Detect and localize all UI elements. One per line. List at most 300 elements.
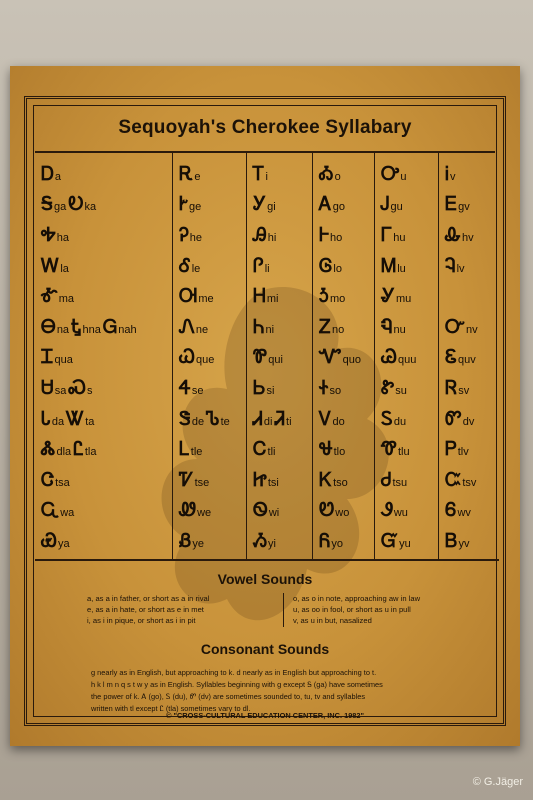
syllable [102,315,137,338]
syllable [41,501,74,520]
syllable-cell [179,251,246,282]
cherokee-glyph: Ꮮ [179,438,190,461]
transliteration: na [56,323,70,336]
cherokee-glyph: Ꮚ [381,346,397,369]
syllable [253,287,278,306]
syllable [253,407,273,430]
transliteration: quo [342,354,362,367]
cherokee-glyph: Ꮖ [41,346,54,369]
transliteration: le [191,262,201,275]
cherokee-glyph: Ꮵ [253,468,267,491]
syllable-cell [41,190,172,221]
transliteration: de [191,415,205,428]
transliteration: quv [458,354,476,367]
cherokee-glyph: Ꭿ [253,223,267,246]
cherokee-glyph: Ꮩ [319,407,332,430]
cherokee-glyph: Ᏺ [319,529,331,552]
syllable [381,162,407,185]
cherokee-glyph: Ꮱ [381,438,397,461]
cherokee-glyph: Ꮘ [253,346,268,369]
syllable-cell [381,312,438,343]
transliteration: wi [268,507,280,520]
syllable [41,223,69,246]
transliteration: nah [118,323,137,336]
syllable-cell [253,404,312,435]
syllable [445,315,478,338]
syllable-cell [253,373,312,404]
syllable-cell [319,343,374,374]
syllable-cell [179,312,246,343]
transliteration: wv [457,507,471,520]
transliteration: a [54,170,62,183]
cherokee-glyph: Ꮈ [445,254,456,277]
syllable [445,162,456,185]
cherokee-glyph: Ᏸ [179,529,192,552]
poster-title: Sequoyah's Cherokee Syllabary [118,117,412,138]
cherokee-glyph: Ꭱ [179,162,194,185]
syllable [73,440,96,459]
cherokee-glyph: Ꮐ [102,315,118,338]
syllable-cell [381,281,438,312]
transliteration: ge [189,201,202,214]
transliteration: ma [58,293,75,306]
cherokee-glyph: Ꮾ [445,499,457,522]
cherokee-glyph: Ꮷ [381,468,392,491]
syllable [179,348,214,367]
consonant-sounds-text [91,667,451,715]
syllable [319,348,361,367]
syllable [41,254,69,277]
transliteration: tli [267,446,276,459]
syllable-cell [445,526,499,557]
syllable-cell [253,496,312,527]
syllable-cell [41,159,172,190]
syllable-cell [253,465,312,496]
transliteration: hv [461,231,474,244]
cherokee-glyph: Ꮍ [381,285,395,308]
syllable [381,376,407,399]
syllable [253,195,276,214]
syllable [274,407,292,430]
syllable [319,223,343,246]
cherokee-glyph: Ꮁ [381,223,393,246]
syllable [445,407,475,430]
transliteration: su [395,384,407,397]
syllable-cell [179,373,246,404]
syllable-cell [319,281,374,312]
cherokee-glyph: Ꭳ [319,162,334,185]
vowel-sounds-left [87,593,277,626]
cherokee-glyph: Ꮞ [179,376,191,399]
syllable [41,529,70,552]
cherokee-glyph: Ꮭ [73,438,84,461]
cherokee-glyph: Ꭵ [445,162,449,185]
syllable-cell [319,465,374,496]
cherokee-glyph: Ꮧ [253,407,263,430]
consonant-line: the power of k. Ꭺ (go), Ꮪ (du), Ꮫ (dv) are sometimes sounded to, tu, tv and syllables [91,692,366,701]
syllable-cell [179,434,246,465]
syllable [179,195,201,214]
syllable [179,501,211,520]
cherokee-glyph: Ꭼ [445,193,458,216]
cherokee-glyph: Ꮕ [445,315,465,338]
syllable-cell [179,159,246,190]
syllable-cell [381,404,438,435]
syllable [319,287,345,306]
cherokee-glyph: Ꮿ [41,529,57,552]
syllable-cell [41,251,172,282]
syllable-cell [41,373,172,404]
transliteration: he [189,231,202,244]
syllable [66,407,95,430]
syllable-cell [41,465,172,496]
cherokee-glyph: Ᏻ [381,529,399,552]
cherokee-glyph: Ꭾ [179,223,189,246]
cherokee-glyph: Ꮟ [253,376,266,399]
cherokee-glyph: Ꮲ [445,438,457,461]
photo-credit: © G.Jäger [472,776,523,788]
syllable-cell [445,465,499,496]
cherokee-glyph: Ꮶ [319,468,333,491]
syllable [319,529,344,552]
transliteration: tse [194,476,210,489]
transliteration: te [220,415,230,428]
vowel-line: v, as u in but, nasalized [293,616,372,625]
transliteration: hi [267,231,277,244]
cherokee-glyph: Ꮦ [206,407,220,430]
syllabary-column [375,153,439,559]
cherokee-glyph: Ꮅ [253,254,264,277]
cherokee-glyph: Ꮂ [445,223,461,246]
transliteration: gu [390,201,403,214]
consonant-line: written with tl except Ꮭ (tla) sometimes vary to dl. [91,704,251,713]
syllable [179,468,210,491]
vowel-sounds-heading: Vowel Sounds [217,571,313,587]
syllable-cell [253,159,312,190]
transliteration: yi [268,537,276,550]
syllable [179,376,204,399]
transliteration: gi [267,201,276,214]
transliteration: mi [266,293,279,306]
syllable [319,501,349,520]
vowel-line: o, as o in note, approaching aw in law [293,594,421,603]
cherokee-glyph: Ꮗ [179,346,195,369]
cherokee-glyph: Ᏼ [445,529,458,552]
syllable-cell [41,496,172,527]
syllable [319,440,345,459]
cherokee-glyph: Ꮴ [179,468,194,491]
syllable [179,162,201,185]
syllable [253,223,277,246]
syllable [381,348,416,367]
syllable-cell [41,434,172,465]
transliteration: wa [60,507,75,520]
cherokee-glyph: Ꭴ [381,162,400,185]
transliteration: hna [82,323,101,336]
syllable [41,376,67,399]
syllable [445,529,470,552]
syllable [445,223,474,246]
syllable [253,162,268,185]
transliteration: mu [395,293,412,306]
syllable [179,440,202,459]
transliteration: que [196,354,215,367]
cherokee-glyph: Ꮺ [179,499,197,522]
transliteration: we [197,507,212,520]
syllable [253,501,279,520]
syllable [445,376,470,399]
syllable-cell [381,159,438,190]
syllable [41,162,62,185]
cherokee-glyph: Ꮹ [41,499,60,522]
syllable-cell [179,281,246,312]
syllable-cell [445,496,499,527]
cherokee-glyph: Ꮯ [253,438,267,461]
transliteration: ti [286,415,292,428]
transliteration: yv [458,537,470,550]
syllable [253,468,279,491]
cherokee-glyph: Ꮎ [41,315,56,338]
transliteration: ne [195,323,209,336]
syllable-cell [445,373,499,404]
syllable [445,501,471,520]
transliteration: tle [190,446,203,459]
transliteration: wo [335,507,350,520]
transliteration: la [60,262,69,275]
cherokee-glyph: Ꮪ [381,407,393,430]
transliteration: ya [58,537,70,550]
syllable-cell [41,343,172,374]
transliteration: tsu [392,476,408,489]
syllable [319,407,345,430]
cherokee-glyph: Ꮰ [319,438,333,461]
syllable [41,468,70,491]
transliteration: lu [397,262,406,275]
transliteration: ka [84,201,97,214]
cherokee-glyph: Ꭻ [381,193,390,216]
transliteration: mo [330,293,346,306]
cherokee-glyph: Ꭲ [253,162,265,185]
cherokee-glyph: Ꭰ [41,162,54,185]
syllable [41,287,74,306]
vowel-line: i, as i in pique, or short as i in pit [87,616,196,625]
cherokee-glyph: Ꮳ [41,468,55,491]
syllable-cell [381,190,438,221]
syllable-cell [319,496,374,527]
syllable-cell [253,434,312,465]
syllable [381,407,407,430]
transliteration: qua [54,354,73,367]
syllable-cell [445,404,499,435]
syllable [253,254,270,277]
cherokee-glyph: Ꮉ [41,285,58,308]
syllable-cell [253,312,312,343]
transliteration: tsa [55,476,70,489]
transliteration: no [332,323,345,336]
syllable-cell [381,526,438,557]
cherokee-glyph: Ᏹ [253,529,268,552]
syllabary-column [247,153,313,559]
syllable-cell [381,251,438,282]
syllable-cell [319,526,374,557]
transliteration: wu [393,507,408,520]
cherokee-glyph: Ꮜ [41,376,54,399]
cherokee-glyph: Ꮌ [319,285,330,308]
syllable-cell [41,312,172,343]
syllable [381,223,406,246]
syllable [179,287,214,306]
transliteration: tlo [333,446,346,459]
syllable-cell [179,404,246,435]
syllable-cell [179,465,246,496]
cherokee-glyph: Ꮤ [66,407,85,430]
syllable-cell [319,190,374,221]
cherokee-glyph: Ꭶ [41,193,54,216]
syllable-cell [381,465,438,496]
syllable [319,315,345,338]
syllable [179,407,205,430]
cherokee-glyph: Ꮫ [445,407,462,430]
cherokee-glyph: Ꮢ [445,376,458,399]
cherokee-glyph: Ꮏ [71,315,82,338]
cherokee-glyph: Ꮝ [68,376,86,399]
transliteration: du [393,415,407,428]
syllabary-column [313,153,375,559]
cherokee-glyph: Ꮄ [179,254,191,277]
transliteration: lo [333,262,342,275]
syllable-cell [319,251,374,282]
transliteration: v [449,170,456,183]
syllable [179,315,209,338]
transliteration: s [86,384,93,397]
syllable-cell [253,526,312,557]
syllable-cell [179,190,246,221]
vowel-line: a, as a in father, or short as a in rival [87,594,210,603]
transliteration: u [400,170,407,183]
syllable-cell [445,312,499,343]
cherokee-glyph: Ꮔ [381,315,393,338]
cherokee-glyph: Ꮒ [253,315,265,338]
transliteration: sv [458,384,470,397]
cherokee-glyph: Ꮨ [274,407,286,430]
syllable-cell [445,343,499,374]
syllable [253,440,275,459]
syllable-cell [253,281,312,312]
transliteration: qui [268,354,283,367]
syllable [68,376,93,399]
syllable-cell [445,190,499,221]
syllable [381,287,411,306]
syllable [253,348,283,367]
syllable [206,407,230,430]
transliteration: go [332,201,346,214]
transliteration: ha [56,231,69,244]
cherokee-glyph: Ꭷ [68,193,84,216]
syllable [41,407,65,430]
transliteration: tla [84,446,97,459]
transliteration: i [265,170,268,183]
cherokee-glyph: Ꭺ [319,193,332,216]
transliteration: nu [393,323,406,336]
syllable [381,254,406,277]
syllable [381,468,408,491]
syllable-cell [179,220,246,251]
transliteration: quu [398,354,417,367]
transliteration: yu [399,537,411,550]
vowel-divider [283,593,284,627]
cherokee-glyph: Ꭸ [179,193,189,216]
syllable [179,254,201,277]
transliteration: o [334,170,341,183]
syllable-cell [179,343,246,374]
syllable [41,195,66,214]
transliteration: da [51,415,65,428]
syllable-cell [381,220,438,251]
consonant-line: g nearly as in English, but approaching to k. d nearly as in English but approaching to t. [91,668,377,677]
cherokee-glyph: Ꮸ [445,468,462,491]
transliteration: ga [54,201,67,214]
transliteration: gv [458,201,470,214]
syllable [253,529,276,552]
transliteration: hu [393,231,406,244]
syllable-cell [319,220,374,251]
cherokee-glyph: Ꮙ [319,346,342,369]
cherokee-glyph: Ꮡ [381,376,395,399]
cherokee-glyph: Ꮆ [319,254,333,277]
syllable-cell [179,526,246,557]
syllable-cell [381,373,438,404]
transliteration: ye [192,537,205,550]
syllable [319,376,342,399]
syllable [381,440,410,459]
cherokee-glyph: Ꮑ [179,315,195,338]
cherokee-glyph: Ꭽ [41,223,56,246]
vowel-sounds-right [293,593,483,626]
transliteration: so [329,384,342,397]
cherokee-glyph: Ꮀ [319,223,330,246]
transliteration: ho [330,231,343,244]
transliteration: se [191,384,204,397]
syllable [381,529,411,552]
cherokee-glyph: Ꮓ [319,315,332,338]
syllable-cell [253,220,312,251]
syllable-cell [41,281,172,312]
transliteration: tlv [457,446,469,459]
syllabary-grid [35,153,499,561]
syllable-cell [319,159,374,190]
syllable-cell [41,404,172,435]
syllabary-column [439,153,499,559]
syllabary-column [173,153,247,559]
transliteration: ta [85,415,95,428]
transliteration: sa [54,384,67,397]
syllable [445,348,476,367]
syllable-cell [381,434,438,465]
cherokee-glyph: Ꮋ [253,285,266,308]
syllable-cell [319,434,374,465]
syllable [381,315,406,338]
syllable [445,468,477,491]
cherokee-glyph: Ꮛ [445,346,458,369]
syllable-cell [253,343,312,374]
transliteration: do [332,415,345,428]
syllable-cell [445,159,499,190]
consonant-line: h k l m n q s t w y as in English. Syllables beginning with g except Ꭶ (ga) have sometimes [91,680,383,689]
syllable [41,315,70,338]
syllable [445,440,469,459]
transliteration: li [264,262,270,275]
transliteration: ni [265,323,275,336]
